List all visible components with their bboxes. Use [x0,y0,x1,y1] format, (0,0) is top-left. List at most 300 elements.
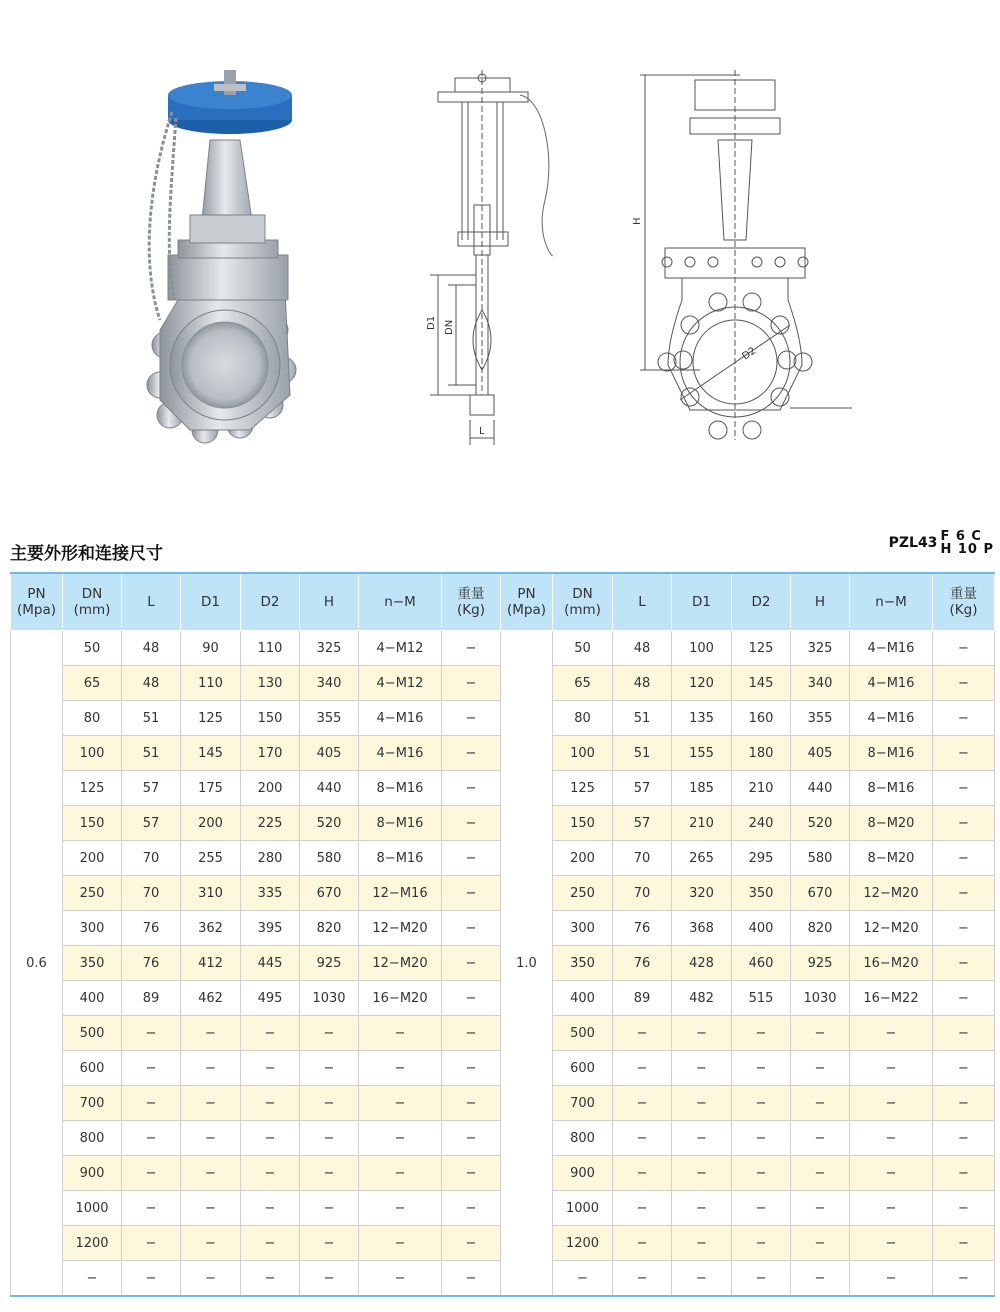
table-cell: − [672,1261,732,1297]
table-cell: 150 [241,701,300,736]
table-cell: − [122,1191,181,1226]
table-row [11,771,995,806]
table-row [11,631,995,666]
table-cell: 145 [732,666,791,701]
table-row [11,736,995,771]
table-cell: 210 [732,771,791,806]
table-cell: 405 [300,736,359,771]
table-cell: 125 [181,701,241,736]
table-cell: 335 [241,876,300,911]
pn-cell [501,841,553,876]
table-row [11,841,995,876]
table-cell: − [850,1261,933,1297]
table-cell: − [181,1016,241,1051]
table-cell: 200 [241,771,300,806]
table-cell: − [933,806,995,841]
table-cell: 145 [181,736,241,771]
table-cell: 76 [122,946,181,981]
table-cell: − [442,771,501,806]
table-cell: 12−M20 [359,911,442,946]
table-cell: 50 [553,631,613,666]
table-cell: 4−M12 [359,666,442,701]
table-cell: 925 [300,946,359,981]
table-cell: 362 [181,911,241,946]
table-cell: 160 [732,701,791,736]
pn-cell [501,1121,553,1156]
table-cell: − [933,876,995,911]
table-cell: 57 [613,806,672,841]
table-cell: 48 [613,666,672,701]
table-cell: 515 [732,981,791,1016]
table-row [11,1156,995,1191]
table-row [11,666,995,701]
table-cell: − [933,841,995,876]
label-d2: D2 [740,345,759,363]
table-cell: 100 [63,736,122,771]
table-cell: 120 [672,666,732,701]
table-cell: − [791,1121,850,1156]
table-cell: − [241,1051,300,1086]
table-cell: − [933,771,995,806]
table-cell: − [241,1226,300,1261]
table-cell: 210 [672,806,732,841]
table-cell: − [122,1051,181,1086]
table-cell: 76 [613,911,672,946]
pn-cell [11,1156,63,1191]
label-dn: DN [444,319,455,335]
table-cell: − [241,1191,300,1226]
table-cell: 8−M16 [850,771,933,806]
table-cell: 4−M16 [850,701,933,736]
table-cell: 280 [241,841,300,876]
table-cell: − [63,1261,122,1297]
table-cell: 820 [791,911,850,946]
table-cell: − [933,911,995,946]
pn-cell: 1.0 [501,946,553,981]
pn-cell [11,1261,63,1297]
table-cell: 70 [613,841,672,876]
pn-cell [501,771,553,806]
table-cell: − [442,631,501,666]
table-cell: − [933,946,995,981]
table-row [11,1191,995,1226]
table-cell: − [553,1261,613,1297]
table-cell: − [933,1086,995,1121]
table-cell: 325 [300,631,359,666]
pn-cell [501,806,553,841]
table-cell: − [241,1016,300,1051]
table-cell: 900 [553,1156,613,1191]
table-cell: 1030 [300,981,359,1016]
table-cell: 130 [241,666,300,701]
table-cell: 440 [791,771,850,806]
table-cell: − [850,1086,933,1121]
table-cell: 340 [791,666,850,701]
table-cell: − [442,946,501,981]
pn-cell [501,981,553,1016]
table-cell: − [359,1226,442,1261]
table-cell: 295 [732,841,791,876]
table-cell: 70 [613,876,672,911]
table-cell: 340 [300,666,359,701]
table-cell: − [933,1016,995,1051]
table-cell: − [241,1156,300,1191]
table-cell: − [850,1051,933,1086]
table-cell: 4−M16 [850,666,933,701]
table-row [11,701,995,736]
table-cell: − [732,1051,791,1086]
table-cell: − [672,1086,732,1121]
table-cell: 925 [791,946,850,981]
table-cell: − [933,736,995,771]
pn-cell [501,1086,553,1121]
table-cell: − [300,1156,359,1191]
pn-cell [501,631,553,666]
table-cell: − [850,1121,933,1156]
table-cell: 700 [553,1086,613,1121]
pn-cell [501,736,553,771]
pn-cell [501,666,553,701]
table-cell: − [672,1226,732,1261]
table-cell: 16−M22 [850,981,933,1016]
table-cell: − [672,1191,732,1226]
table-cell: − [732,1016,791,1051]
header-cell: D2 [732,573,791,631]
table-cell: − [122,1016,181,1051]
model-suffix-bottom: H 10 P [940,542,994,557]
table-cell: − [442,1261,501,1297]
table-cell: − [300,1086,359,1121]
table-cell: 240 [732,806,791,841]
table-cell: − [613,1016,672,1051]
table-cell: − [241,1086,300,1121]
table-cell: − [442,1156,501,1191]
table-cell: 90 [181,631,241,666]
table-cell: − [359,1016,442,1051]
header-cell: 重量 (Kg) [442,573,501,631]
figures-area [0,0,1000,520]
table-cell: − [442,841,501,876]
table-cell: − [122,1086,181,1121]
pn-cell [501,876,553,911]
table-cell: − [181,1086,241,1121]
table-cell: − [359,1086,442,1121]
pn-cell [501,1051,553,1086]
table-cell: − [791,1051,850,1086]
table-cell: 170 [241,736,300,771]
table-cell: − [732,1086,791,1121]
table-cell: − [442,1121,501,1156]
table-cell: 200 [181,806,241,841]
table-cell: 125 [732,631,791,666]
table-cell: − [613,1226,672,1261]
table-cell: − [933,981,995,1016]
pn-cell [11,666,63,701]
table-row [11,981,995,1016]
table-cell: − [442,806,501,841]
table-cell: − [181,1191,241,1226]
table-cell: 89 [122,981,181,1016]
table-cell: − [442,1191,501,1226]
table-cell: − [122,1261,181,1297]
label-d1: D1 [426,315,437,330]
table-cell: − [613,1191,672,1226]
table-cell: 482 [672,981,732,1016]
table-cell: − [850,1226,933,1261]
table-cell: − [791,1261,850,1297]
table-cell: − [791,1016,850,1051]
table-cell: − [359,1121,442,1156]
table-cell: 150 [553,806,613,841]
table-cell: 900 [63,1156,122,1191]
table-cell: − [300,1226,359,1261]
table-cell: − [732,1226,791,1261]
table-row [11,1261,995,1297]
pn-cell [501,701,553,736]
table-header-row [11,573,995,631]
table-cell: − [122,1156,181,1191]
table-cell: − [442,876,501,911]
table-row [11,946,995,981]
table-cell: − [300,1261,359,1297]
table-cell: 400 [553,981,613,1016]
table-cell: 800 [553,1121,613,1156]
table-cell: 57 [613,771,672,806]
table-cell: − [442,701,501,736]
table-cell: − [613,1121,672,1156]
table-cell: − [933,1051,995,1086]
table-cell: 460 [732,946,791,981]
table-cell: − [672,1156,732,1191]
header-cell: H [791,573,850,631]
table-cell: 8−M16 [359,841,442,876]
valve-photo [147,70,296,443]
table-cell: 48 [122,666,181,701]
table-cell: 80 [63,701,122,736]
table-cell: 350 [63,946,122,981]
table-cell: 670 [791,876,850,911]
pn-cell [501,1016,553,1051]
table-cell: 580 [300,841,359,876]
table-cell: − [181,1261,241,1297]
table-cell: 1200 [63,1226,122,1261]
header-cell: n−M [850,573,933,631]
label-h: H [632,217,643,225]
dimensions-table [10,572,995,1297]
table-cell: − [359,1191,442,1226]
header-cell: D2 [241,573,300,631]
pn-cell [501,1261,553,1297]
table-cell: 12−M16 [359,876,442,911]
table-cell: 135 [672,701,732,736]
table-cell: 100 [553,736,613,771]
table-cell: − [181,1226,241,1261]
table-cell: 110 [181,666,241,701]
table-cell: 500 [63,1016,122,1051]
table-cell: − [300,1016,359,1051]
table-cell: − [791,1226,850,1261]
pn-cell [11,911,63,946]
table-cell: 405 [791,736,850,771]
table-cell: 310 [181,876,241,911]
header-cell: PN (Mpa) [11,573,63,631]
table-cell: − [122,1226,181,1261]
table-cell: 57 [122,806,181,841]
table-cell: − [672,1121,732,1156]
table-cell: 57 [122,771,181,806]
table-cell: 185 [672,771,732,806]
table-cell: 4−M16 [850,631,933,666]
table-cell: 355 [791,701,850,736]
table-row [11,1226,995,1261]
header-cell: D1 [672,573,732,631]
table-cell: − [850,1191,933,1226]
pn-cell [11,1121,63,1156]
table-cell: 200 [63,841,122,876]
table-row [11,1086,995,1121]
table-cell: 8−M20 [850,806,933,841]
table-cell: − [181,1156,241,1191]
table-cell: 4−M16 [359,701,442,736]
table-cell: 1200 [553,1226,613,1261]
table-cell: 51 [613,701,672,736]
table-cell: 16−M20 [359,981,442,1016]
table-cell: − [613,1086,672,1121]
table-cell: − [791,1156,850,1191]
table-cell: 4−M16 [359,736,442,771]
pn-cell [501,1226,553,1261]
table-cell: 400 [63,981,122,1016]
table-cell: 395 [241,911,300,946]
table-cell: 125 [553,771,613,806]
table-cell: 76 [122,911,181,946]
table-cell: 520 [791,806,850,841]
table-cell: 200 [553,841,613,876]
table-cell: − [613,1156,672,1191]
header-cell: n−M [359,573,442,631]
table-row [11,1051,995,1086]
table-cell: 12−M20 [850,911,933,946]
table-cell: − [613,1261,672,1297]
table-cell: 600 [63,1051,122,1086]
table-cell: − [933,1261,995,1297]
table-cell: 100 [672,631,732,666]
table-cell: 70 [122,876,181,911]
table-cell: 89 [613,981,672,1016]
table-cell: 600 [553,1051,613,1086]
table-cell: − [732,1156,791,1191]
table-cell: 80 [553,701,613,736]
table-cell: 51 [122,701,181,736]
table-cell: 462 [181,981,241,1016]
table-cell: 400 [732,911,791,946]
table-cell: 65 [553,666,613,701]
table-cell: − [732,1121,791,1156]
table-cell: 670 [300,876,359,911]
table-cell: − [732,1261,791,1297]
table-cell: − [181,1121,241,1156]
table-cell: 8−M16 [359,771,442,806]
pn-cell [11,1086,63,1121]
pn-cell [11,771,63,806]
pn-cell [11,1191,63,1226]
table-cell: − [933,666,995,701]
table-cell: 8−M20 [850,841,933,876]
table-cell: − [300,1051,359,1086]
table-cell: − [442,911,501,946]
table-cell: 495 [241,981,300,1016]
side-drawing [430,70,552,445]
table-cell: − [442,1051,501,1086]
table-cell: 412 [181,946,241,981]
table-cell: 445 [241,946,300,981]
model-prefix: PZL43 [888,535,938,551]
table-cell: 255 [181,841,241,876]
table-cell: 265 [672,841,732,876]
pn-cell [501,1191,553,1226]
pn-cell [11,631,63,666]
table-cell: − [791,1086,850,1121]
header-cell: L [613,573,672,631]
table-cell: 250 [63,876,122,911]
pn-cell [11,841,63,876]
pn-cell [501,911,553,946]
table-cell: 440 [300,771,359,806]
header-cell: L [122,573,181,631]
table-cell: 180 [732,736,791,771]
table-cell: − [850,1016,933,1051]
table-cell: 65 [63,666,122,701]
header-cell: H [300,573,359,631]
table-row [11,1121,995,1156]
front-drawing [640,70,852,440]
table-cell: 368 [672,911,732,946]
pn-cell [11,1016,63,1051]
table-cell: − [933,1156,995,1191]
model-code [889,528,994,558]
table-cell: − [791,1191,850,1226]
table-cell: 350 [732,876,791,911]
pn-cell [501,1156,553,1191]
table-cell: − [442,1086,501,1121]
table-cell: 70 [122,841,181,876]
table-row [11,876,995,911]
table-cell: 580 [791,841,850,876]
model-suffix [940,530,994,556]
table-cell: 325 [791,631,850,666]
table-cell: 700 [63,1086,122,1121]
table-cell: 500 [553,1016,613,1051]
table-cell: 48 [613,631,672,666]
table-cell: − [300,1121,359,1156]
table-cell: 16−M20 [850,946,933,981]
table-cell: − [442,1016,501,1051]
table-cell: − [442,736,501,771]
table-cell: 225 [241,806,300,841]
table-cell: 175 [181,771,241,806]
table-cell: − [933,1191,995,1226]
table-cell: 320 [672,876,732,911]
table-cell: 50 [63,631,122,666]
table-cell: 1000 [553,1191,613,1226]
table-cell: 12−M20 [850,876,933,911]
table-cell: 150 [63,806,122,841]
header-cell: 重量 (Kg) [933,573,995,631]
table-cell: 300 [63,911,122,946]
header-cell: D1 [181,573,241,631]
table-cell: − [181,1051,241,1086]
table-cell: 1030 [791,981,850,1016]
